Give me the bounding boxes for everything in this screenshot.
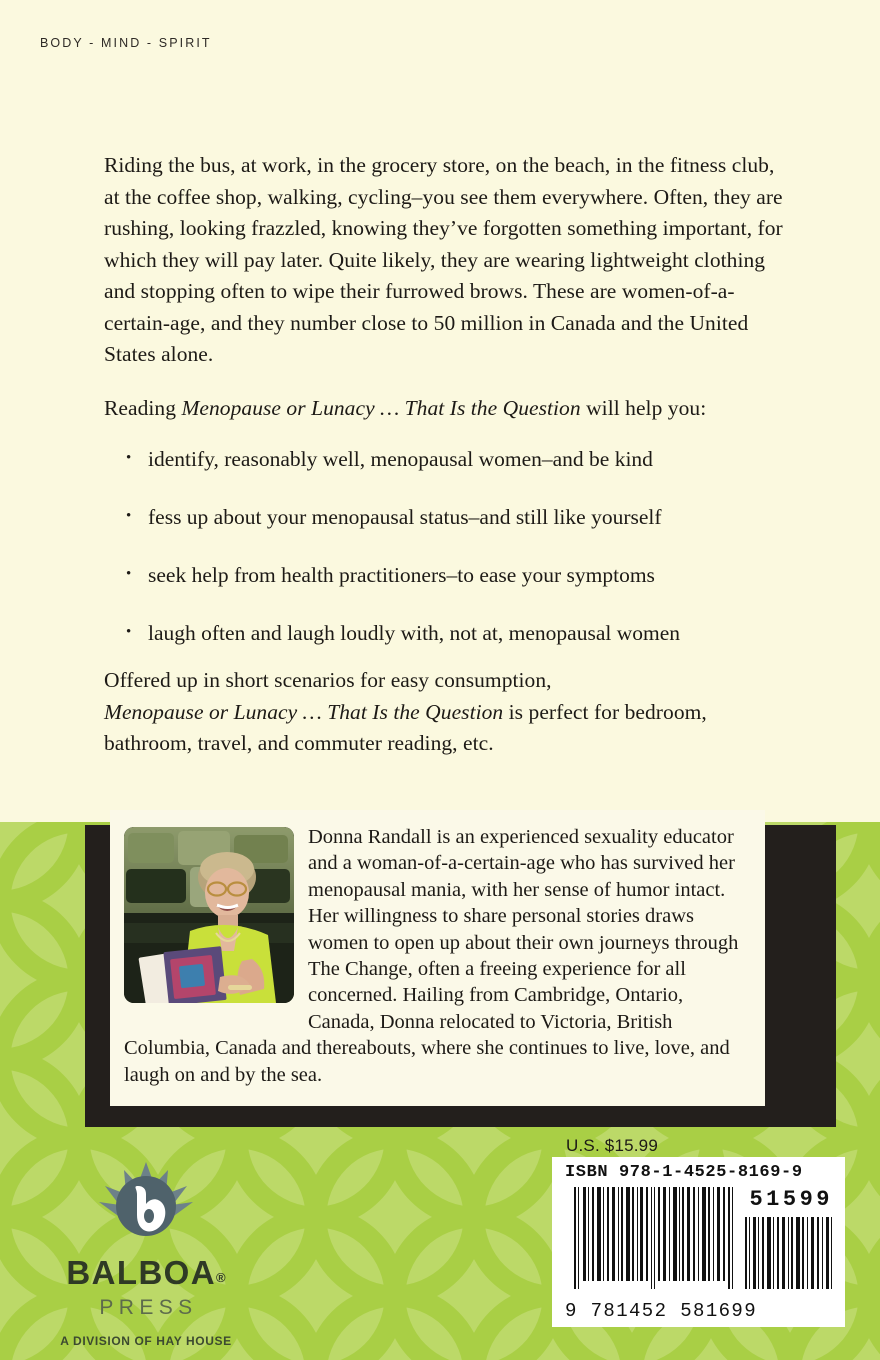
- book-title-italic-closing: Menopause or Lunacy … That Is the Question: [104, 699, 504, 724]
- blurb-lead-paragraph: Riding the bus, at work, in the grocery store, on the beach, in the fitness club, at the coffee shop, walking, cycling–you see them everywhere. Often, they are rushing, looking frazzled, knowing they’ve forgotten something important, for which they will pay later. Quite likely, they are wearing lightweight clothing and stopping often to wipe their furrowed brows. These are women-of-a-certain-age, and they number close to 50 million in Canada and the United States alone.: [104, 153, 783, 366]
- author-bio-card: [110, 810, 765, 1106]
- list-item: • fess up about your menopausal status–and still like yourself: [126, 502, 794, 533]
- price-label: U.S. $15.99: [566, 1136, 658, 1155]
- balboa-lotus-mark: [91, 1160, 201, 1252]
- list-item: • identify, reasonably well, menopausal women–and be kind: [126, 444, 794, 475]
- closing-part-one: Offered up in short scenarios for easy consumption,: [104, 668, 552, 692]
- ean-digits-text: 9 781452 581699: [565, 1300, 758, 1322]
- publisher-name-text: BALBOA: [66, 1254, 216, 1291]
- benefits-list: [126, 444, 794, 649]
- ean5-addon-barcode-graphic: [745, 1217, 833, 1289]
- blurb-reading-line: [104, 393, 794, 425]
- publisher-logo-block: [36, 1160, 256, 1348]
- author-bio-text: Donna Randall is an experienced sexuality educator and a woman-of-a-certain-age who has survived her menopausal mania, with her sense of humor intact. Her willingness to share personal stories draws women to open up about their own journeys through The Change, often a freeing experience for all concerned. Hailing from Cambridge, Ontario, Canada, Donna relocated to Victoria, British Columbia, Canada and thereabouts, where she continues to live, love, and laugh on and by the sea.: [124, 826, 739, 1086]
- book-title-italic: Menopause or Lunacy … That Is the Question: [181, 395, 581, 420]
- publisher-division-label: A DIVISION OF HAY HOUSE: [60, 1334, 232, 1348]
- list-item: • laugh often and laugh loudly with, not at, menopausal women: [126, 618, 794, 649]
- blurb-closing-paragraph: [104, 665, 794, 760]
- registered-mark: ®: [215, 1270, 226, 1285]
- reading-suffix: will help you:: [580, 395, 707, 420]
- list-item: • seek help from health practitioners–to ease your symptoms: [126, 560, 794, 591]
- closing-part-two: is perfect for bedroom, bathroom, travel, and commuter reading, etc.: [104, 699, 707, 755]
- ean13-barcode-graphic: [574, 1187, 736, 1289]
- publisher-name: [36, 1256, 256, 1295]
- avatar: [124, 827, 294, 1003]
- barcode-panel: [552, 1157, 845, 1327]
- author-portrait-illustration: [124, 827, 294, 1003]
- isbn-text: ISBN 978-1-4525-8169-9: [565, 1163, 803, 1182]
- reading-prefix: Reading: [104, 395, 182, 420]
- lotus-icon: [91, 1160, 201, 1252]
- blurb-block: [104, 150, 794, 760]
- category-kicker: BODY - MIND - SPIRIT: [40, 36, 212, 50]
- barcode-addon-digits: 51599: [749, 1187, 833, 1212]
- publisher-press-label: PRESS: [99, 1296, 198, 1319]
